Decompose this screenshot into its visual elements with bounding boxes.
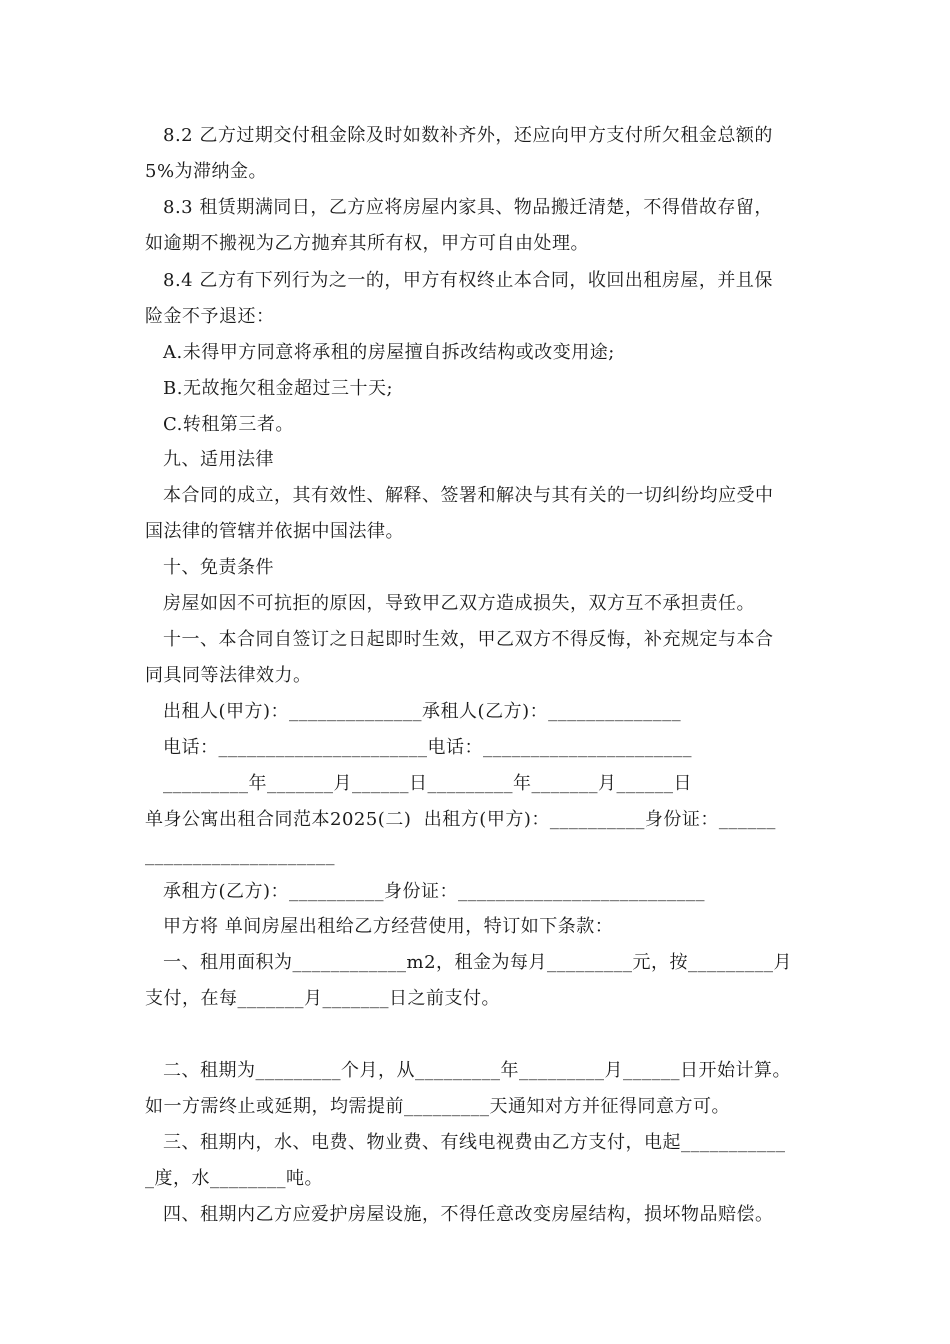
contract-title-line: 单身公寓出租合同范本2025(二) 出租方(甲方)：__________身份证：______ bbox=[145, 809, 776, 830]
text-line: 险金不予退还： bbox=[145, 306, 275, 327]
text-line: 如一方需终止或延期，均需提前_________天通知对方并征得同意方可。 bbox=[145, 1096, 730, 1117]
text-line: 5%为滞纳金。 bbox=[145, 161, 268, 182]
text-line: B.无故拖欠租金超过三十天; bbox=[163, 378, 394, 399]
text-line: 如逾期不搬视为乙方抛弃其所有权，甲方可自由处理。 bbox=[145, 233, 589, 254]
text-line: 三、租期内，水、电费、物业费、有线电视费由乙方支付，电起___________ bbox=[163, 1132, 786, 1153]
text-line: 一、租用面积为____________m2，租金为每月_________元，按_________月 bbox=[163, 952, 793, 973]
tenant-line: 承租方(乙方)：__________身份证：__________________________ bbox=[163, 881, 706, 902]
text-line: 二、租期为_________个月，从_________年_________月______日开始计算。 bbox=[163, 1060, 791, 1081]
blank-line: ____________________ bbox=[145, 845, 335, 866]
text-line: 四、租期内乙方应爱护房屋设施，不得任意改变房屋结构，损坏物品赔偿。 bbox=[163, 1204, 774, 1225]
text-line: 同具同等法律效力。 bbox=[145, 665, 312, 686]
text-line: A.未得甲方同意将承租的房屋擅自拆改结构或改变用途; bbox=[163, 342, 615, 363]
text-line: 十一、本合同自签订之日起即时生效，甲乙双方不得反悔，补充规定与本合 bbox=[163, 629, 774, 650]
text-line: 8.3 租赁期满同日，乙方应将房屋内家具、物品搬迁清楚，不得借故存留， bbox=[163, 197, 773, 218]
signature-line: 出租人(甲方)：______________承租人(乙方)：______________ bbox=[163, 701, 682, 722]
text-line: 国法律的管辖并依据中国法律。 bbox=[145, 521, 404, 542]
date-line: _________年_______月______日_________年_______月______日 bbox=[163, 773, 692, 794]
section-heading: 十、免责条件 bbox=[163, 557, 274, 578]
phone-line: 电话：______________________电话：______________________ bbox=[163, 737, 692, 758]
text-line: 8.2 乙方过期交付租金除及时如数补齐外，还应向甲方支付所欠租金总额的 bbox=[163, 125, 773, 146]
text-line: 甲方将 单间房屋出租给乙方经营使用，特订如下条款： bbox=[163, 916, 614, 937]
text-line: C.转租第三者。 bbox=[163, 414, 294, 435]
text-line: 本合同的成立，其有效性、解释、签署和解决与其有关的一切纠纷均应受中 bbox=[163, 485, 774, 506]
text-line: 8.4 乙方有下列行为之一的，甲方有权终止本合同，收回出租房屋，并且保 bbox=[163, 270, 773, 291]
section-heading: 九、适用法律 bbox=[163, 449, 274, 470]
text-line: 房屋如因不可抗拒的原因，导致甲乙双方造成损失，双方互不承担责任。 bbox=[163, 593, 755, 614]
text-line: 支付，在每_______月_______日之前支付。 bbox=[145, 988, 500, 1009]
text-line: _度，水________吨。 bbox=[145, 1168, 323, 1189]
